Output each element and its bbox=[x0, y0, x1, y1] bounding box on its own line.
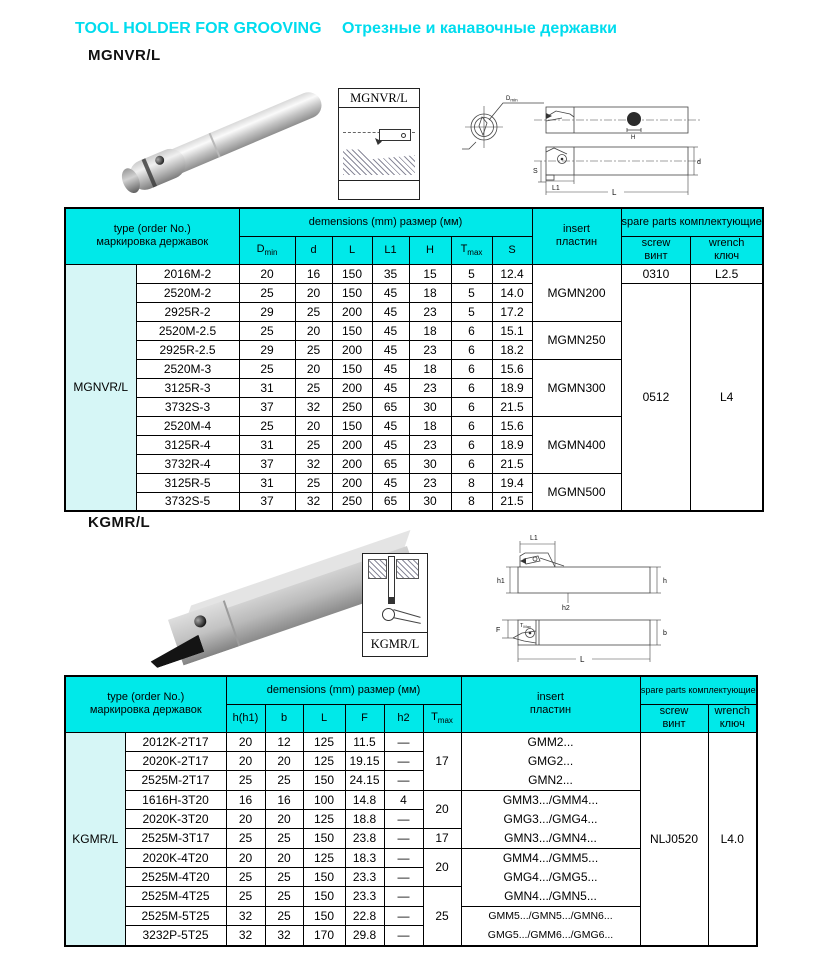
dim-cell: 20 bbox=[265, 751, 303, 770]
dim-cell: 25 bbox=[239, 416, 295, 435]
order-cell: 3125R-4 bbox=[136, 435, 239, 454]
dim-cell: 45 bbox=[372, 302, 409, 321]
mini-tool bbox=[388, 556, 395, 598]
dim-cell: 12.4 bbox=[492, 264, 532, 283]
dim-label-d: d bbox=[697, 159, 701, 166]
header-cell: F bbox=[345, 704, 384, 732]
dim-cell: 150 bbox=[332, 283, 372, 302]
header-cell: spare parts комплектующие bbox=[640, 676, 757, 704]
order-cell: 2525M-2T17 bbox=[125, 771, 226, 790]
dim-cell: 45 bbox=[372, 473, 409, 492]
dim-cell: 17.2 bbox=[492, 302, 532, 321]
insert-cell: MGMN300 bbox=[532, 359, 621, 416]
dim-cell: 6 bbox=[451, 359, 492, 378]
dim-cell: 20 bbox=[226, 732, 265, 751]
dim-label-s: S bbox=[533, 168, 538, 175]
dim-cell: 45 bbox=[372, 435, 409, 454]
dim-cell: 25 bbox=[295, 340, 332, 359]
kgmr-table bbox=[64, 675, 758, 947]
dim-cell: 125 bbox=[303, 751, 345, 770]
tmax-cell: 20 bbox=[423, 848, 461, 886]
dim-cell: 37 bbox=[239, 492, 295, 511]
header-cell: S bbox=[492, 236, 532, 264]
dim-cell: 20 bbox=[226, 751, 265, 770]
dim-cell: 200 bbox=[332, 473, 372, 492]
dim-cell: 150 bbox=[332, 416, 372, 435]
dim-cell: 31 bbox=[239, 378, 295, 397]
dim-cell: 32 bbox=[295, 492, 332, 511]
schematic-footer bbox=[339, 181, 419, 198]
dim-label-l: L bbox=[580, 655, 585, 664]
dim-cell: 150 bbox=[332, 359, 372, 378]
dim-cell: 20 bbox=[265, 848, 303, 867]
dim-cell: 21.5 bbox=[492, 492, 532, 511]
dim-cell: 32 bbox=[295, 454, 332, 473]
dim-cell: 18.3 bbox=[345, 848, 384, 867]
dim-cell: 25 bbox=[226, 886, 265, 906]
dim-cell: 11.5 bbox=[345, 732, 384, 751]
dim-label-f: F bbox=[496, 627, 501, 634]
type-cell: KGMR/L bbox=[65, 732, 125, 946]
order-cell: 2020K-3T20 bbox=[125, 809, 226, 828]
dim-cell: 200 bbox=[332, 302, 372, 321]
dim-cell: 45 bbox=[372, 416, 409, 435]
dim-cell: 6 bbox=[451, 416, 492, 435]
dim-cell: 18.2 bbox=[492, 340, 532, 359]
dim-cell: 25 bbox=[265, 886, 303, 906]
dim-cell: 32 bbox=[226, 926, 265, 946]
dim-label-tmax: TMax bbox=[520, 623, 531, 629]
dim-cell: 25 bbox=[239, 283, 295, 302]
tmax-cell: 25 bbox=[423, 886, 461, 946]
dim-cell: — bbox=[384, 848, 423, 867]
header-cell: screw винт bbox=[640, 704, 708, 732]
header-cell: type (order No.) маркировка державок bbox=[65, 208, 239, 264]
schematic-label-kgmr: KGMR/L bbox=[370, 637, 420, 651]
dim-cell: 25 bbox=[226, 771, 265, 790]
tmax-cell: 17 bbox=[423, 732, 461, 790]
header-cell: screw винт bbox=[621, 236, 691, 264]
dim-cell: 20 bbox=[295, 283, 332, 302]
screw-cell: NLJ0520 bbox=[640, 732, 708, 946]
dim-cell: 6 bbox=[451, 454, 492, 473]
dim-cell: 125 bbox=[303, 732, 345, 751]
insert-cell: MGMN200 bbox=[532, 264, 621, 321]
dim-cell: 150 bbox=[303, 906, 345, 926]
header-cell: demensions (mm) размер (мм) bbox=[226, 676, 461, 704]
dim-cell: 25 bbox=[226, 829, 265, 848]
dim-cell: 24.15 bbox=[345, 771, 384, 790]
dim-cell: 5 bbox=[451, 302, 492, 321]
wrench-cell: L2.5 bbox=[691, 264, 763, 283]
dim-cell: 14.8 bbox=[345, 790, 384, 809]
tech-drawing-mgnvr bbox=[440, 85, 820, 205]
dim-cell: 18.9 bbox=[492, 378, 532, 397]
dim-cell: 25 bbox=[265, 906, 303, 926]
insert-cell: MGMN500 bbox=[532, 473, 621, 511]
dim-cell: — bbox=[384, 771, 423, 790]
dim-cell: 32 bbox=[295, 397, 332, 416]
dim-cell: 150 bbox=[332, 321, 372, 340]
dim-cell: 125 bbox=[303, 848, 345, 867]
dim-label-l1: L1 bbox=[552, 185, 560, 192]
dim-cell: 125 bbox=[303, 809, 345, 828]
dim-cell: 5 bbox=[451, 264, 492, 283]
header-cell: h(h1) bbox=[226, 704, 265, 732]
order-cell: 2520M-3 bbox=[136, 359, 239, 378]
header-cell: h2 bbox=[384, 704, 423, 732]
order-cell: 2020K-2T17 bbox=[125, 751, 226, 770]
dim-cell: 15 bbox=[409, 264, 451, 283]
dim-cell: 150 bbox=[303, 829, 345, 848]
wrench-cell: L4 bbox=[691, 283, 763, 511]
mgnvr-table bbox=[64, 207, 764, 512]
dim-cell: 250 bbox=[332, 397, 372, 416]
dim-cell: 150 bbox=[303, 771, 345, 790]
support-line bbox=[393, 617, 421, 624]
dim-cell: 37 bbox=[239, 397, 295, 416]
dim-cell: 31 bbox=[239, 435, 295, 454]
dim-cell: 25 bbox=[295, 473, 332, 492]
dim-cell: 31 bbox=[239, 473, 295, 492]
dim-label-h1: h1 bbox=[497, 578, 505, 585]
dim-cell: 8 bbox=[451, 473, 492, 492]
dim-cell: 8 bbox=[451, 492, 492, 511]
dim-cell: 30 bbox=[409, 397, 451, 416]
dim-cell: 25 bbox=[265, 867, 303, 886]
dim-cell: — bbox=[384, 829, 423, 848]
dim-label-h: H bbox=[631, 135, 636, 141]
dim-cell: 20 bbox=[226, 809, 265, 828]
dim-cell: — bbox=[384, 926, 423, 946]
dim-cell: 25 bbox=[265, 771, 303, 790]
insert-cell: GMM2... GMG2... GMN2... bbox=[461, 732, 640, 790]
dim-cell: 18 bbox=[409, 283, 451, 302]
dim-cell: 12 bbox=[265, 732, 303, 751]
dim-cell: 45 bbox=[372, 321, 409, 340]
order-cell: 2525M-4T25 bbox=[125, 886, 226, 906]
header-cell: d bbox=[295, 236, 332, 264]
table-row bbox=[65, 283, 763, 302]
dim-cell: 200 bbox=[332, 378, 372, 397]
dim-cell: 6 bbox=[451, 397, 492, 416]
insert-cell: MGMN400 bbox=[532, 416, 621, 473]
dim-cell: — bbox=[384, 867, 423, 886]
dim-cell: 30 bbox=[409, 492, 451, 511]
dim-cell: 19.15 bbox=[345, 751, 384, 770]
dim-cell: 22.8 bbox=[345, 906, 384, 926]
header-cell: $D_{min}$ bbox=[239, 236, 295, 264]
dim-cell: 23 bbox=[409, 435, 451, 454]
dim-label-h: h bbox=[663, 578, 667, 585]
header-cell: demensions (mm) размер (мм) bbox=[239, 208, 532, 236]
dim-cell: 23 bbox=[409, 473, 451, 492]
header-cell: $T_{max}$ bbox=[451, 236, 492, 264]
order-cell: 3232P-5T25 bbox=[125, 926, 226, 946]
dim-cell: 45 bbox=[372, 378, 409, 397]
dim-cell: 6 bbox=[451, 378, 492, 397]
dim-cell: 14.0 bbox=[492, 283, 532, 302]
mini-insert-tip bbox=[388, 598, 395, 604]
dim-cell: 20 bbox=[295, 416, 332, 435]
dim-cell: 65 bbox=[372, 397, 409, 416]
dim-cell: 6 bbox=[451, 435, 492, 454]
dim-cell: 65 bbox=[372, 492, 409, 511]
order-cell: 3732S-5 bbox=[136, 492, 239, 511]
tool-photo-mgnvr bbox=[118, 86, 327, 197]
dim-cell: — bbox=[384, 906, 423, 926]
workpiece-hatch bbox=[396, 559, 419, 579]
order-cell: 3732S-3 bbox=[136, 397, 239, 416]
section-heading-kgmr: KGMR/L bbox=[88, 514, 151, 531]
screw-cell: 0512 bbox=[621, 283, 691, 511]
dim-cell: 200 bbox=[332, 340, 372, 359]
dim-cell: 65 bbox=[372, 454, 409, 473]
workpiece-hatch bbox=[368, 559, 387, 579]
order-cell: 2525M-5T25 bbox=[125, 906, 226, 926]
dim-label-dmin: $D_{min}$ bbox=[506, 96, 518, 103]
dim-cell: 250 bbox=[332, 492, 372, 511]
order-cell: 2016M-2 bbox=[136, 264, 239, 283]
dim-cell: 25 bbox=[295, 435, 332, 454]
schematic-drawing-kgmr bbox=[363, 554, 427, 633]
insert-cell: GMM5.../GMN5.../GMN6... GMG5.../GMM6.../GMG6... bbox=[461, 906, 640, 946]
dim-cell: 32 bbox=[265, 926, 303, 946]
dim-cell: 29 bbox=[239, 302, 295, 321]
dim-cell: 21.5 bbox=[492, 454, 532, 473]
mini-screw-icon bbox=[401, 133, 406, 138]
dim-cell: 23 bbox=[409, 378, 451, 397]
dim-cell: — bbox=[384, 732, 423, 751]
dim-label-b: b bbox=[663, 630, 667, 637]
order-cell: 3125R-5 bbox=[136, 473, 239, 492]
dim-cell: 18 bbox=[409, 321, 451, 340]
order-cell: 2520M-4 bbox=[136, 416, 239, 435]
wrench-cell: L4.0 bbox=[708, 732, 757, 946]
header-cell: type (order No.) маркировка державок bbox=[65, 676, 226, 732]
dim-cell: 45 bbox=[372, 359, 409, 378]
header-cell: b bbox=[265, 704, 303, 732]
dim-cell: — bbox=[384, 751, 423, 770]
support-line bbox=[393, 609, 420, 618]
order-cell: 3125R-3 bbox=[136, 378, 239, 397]
insert-cell: GMM4.../GMM5... GMG4.../GMG5... GMN4.../GMN5... bbox=[461, 848, 640, 906]
dim-cell: 18 bbox=[409, 416, 451, 435]
schematic-label-mgnvr: MGNVR/L bbox=[339, 89, 419, 108]
dim-cell: 200 bbox=[332, 454, 372, 473]
dim-cell: 18.9 bbox=[492, 435, 532, 454]
tech-drawing-kgmr bbox=[480, 525, 820, 670]
dim-cell: 25 bbox=[265, 829, 303, 848]
dim-cell: 100 bbox=[303, 790, 345, 809]
dim-cell: — bbox=[384, 809, 423, 828]
header-cell: L1 bbox=[372, 236, 409, 264]
header-cell: insert пластин bbox=[532, 208, 621, 264]
page-title-en: TOOL HOLDER FOR GROOVING bbox=[75, 20, 322, 37]
mini-tool bbox=[379, 129, 411, 141]
order-cell: 2520M-2.5 bbox=[136, 321, 239, 340]
dim-cell: 29.8 bbox=[345, 926, 384, 946]
type-cell: MGNVR/L bbox=[65, 264, 136, 511]
dim-cell: 16 bbox=[295, 264, 332, 283]
dim-cell: 23 bbox=[409, 302, 451, 321]
dim-cell: 18.8 bbox=[345, 809, 384, 828]
order-cell: 2925R-2.5 bbox=[136, 340, 239, 359]
order-cell: 2525M-4T20 bbox=[125, 867, 226, 886]
schematic-box-kgmr bbox=[362, 553, 428, 657]
order-cell: 3732R-4 bbox=[136, 454, 239, 473]
insert-cell: MGMN250 bbox=[532, 321, 621, 359]
header-cell: L bbox=[332, 236, 372, 264]
dim-cell: 37 bbox=[239, 454, 295, 473]
dim-cell: 170 bbox=[303, 926, 345, 946]
order-cell: 2520M-2 bbox=[136, 283, 239, 302]
dim-cell: 20 bbox=[239, 264, 295, 283]
screw-cell: 0310 bbox=[621, 264, 691, 283]
order-cell: 2525M-3T17 bbox=[125, 829, 226, 848]
header-cell: wrench ключ bbox=[708, 704, 757, 732]
dim-cell: 23.3 bbox=[345, 867, 384, 886]
dim-cell: 21.5 bbox=[492, 397, 532, 416]
dim-cell: 16 bbox=[265, 790, 303, 809]
dim-label-l: L bbox=[612, 188, 617, 197]
dim-cell: 35 bbox=[372, 264, 409, 283]
dim-cell: 20 bbox=[295, 359, 332, 378]
dim-cell: 18 bbox=[409, 359, 451, 378]
dim-cell: 45 bbox=[372, 340, 409, 359]
header-cell: insert пластин bbox=[461, 676, 640, 732]
dim-cell: 150 bbox=[303, 867, 345, 886]
dim-cell: 15.1 bbox=[492, 321, 532, 340]
page-title-ru: Отрезные и канавочные державки bbox=[341, 20, 618, 37]
tmax-cell: 20 bbox=[423, 790, 461, 829]
dim-cell: 19.4 bbox=[492, 473, 532, 492]
dim-cell: 25 bbox=[295, 378, 332, 397]
dim-cell: 6 bbox=[451, 321, 492, 340]
dim-cell: 25 bbox=[239, 359, 295, 378]
header-cell: L bbox=[303, 704, 345, 732]
schematic-box-mgnvr bbox=[338, 88, 420, 200]
order-cell: 2925R-2 bbox=[136, 302, 239, 321]
table-row bbox=[65, 264, 763, 283]
dim-cell: 4 bbox=[384, 790, 423, 809]
insert-cell: GMM3.../GMM4... GMG3.../GMG4... GMN3.../GMN4... bbox=[461, 790, 640, 848]
table-row bbox=[65, 732, 757, 751]
dim-cell: 15.6 bbox=[492, 359, 532, 378]
dim-cell: 45 bbox=[372, 283, 409, 302]
dim-cell: 20 bbox=[265, 809, 303, 828]
dim-cell: 6 bbox=[451, 340, 492, 359]
dim-cell: 23.8 bbox=[345, 829, 384, 848]
order-cell: 2012K-2T17 bbox=[125, 732, 226, 751]
header-cell: wrench ключ bbox=[691, 236, 763, 264]
header-cell: H bbox=[409, 236, 451, 264]
order-cell: 1616H-3T20 bbox=[125, 790, 226, 809]
dim-cell: 25 bbox=[295, 302, 332, 321]
dim-cell: 16 bbox=[226, 790, 265, 809]
dim-cell: 20 bbox=[226, 848, 265, 867]
section-heading-mgnvr: MGNVR/L bbox=[88, 47, 161, 64]
header-cell: spare parts комплектующие bbox=[621, 208, 763, 236]
mini-insert-tip bbox=[375, 138, 382, 145]
dim-cell: 150 bbox=[332, 264, 372, 283]
dim-cell: 20 bbox=[295, 321, 332, 340]
dim-label-l1: L1 bbox=[530, 535, 538, 542]
dim-cell: 29 bbox=[239, 340, 295, 359]
order-cell: 2020K-4T20 bbox=[125, 848, 226, 867]
dim-cell: 23.3 bbox=[345, 886, 384, 906]
dim-cell: 32 bbox=[226, 906, 265, 926]
dim-cell: 30 bbox=[409, 454, 451, 473]
dim-cell: 25 bbox=[226, 867, 265, 886]
tmax-cell: 17 bbox=[423, 829, 461, 848]
header-cell: $T_{max}$ bbox=[423, 704, 461, 732]
dim-cell: 23 bbox=[409, 340, 451, 359]
dim-cell: 200 bbox=[332, 435, 372, 454]
dim-cell: 15.6 bbox=[492, 416, 532, 435]
dim-cell: 25 bbox=[239, 321, 295, 340]
schematic-drawing-mgnvr bbox=[339, 108, 419, 181]
page-title bbox=[75, 20, 617, 38]
dim-label-h2: h2 bbox=[562, 605, 570, 612]
dim-cell: — bbox=[384, 886, 423, 906]
dim-cell: 5 bbox=[451, 283, 492, 302]
dim-cell: 150 bbox=[303, 886, 345, 906]
workpiece-hatch bbox=[343, 145, 415, 175]
